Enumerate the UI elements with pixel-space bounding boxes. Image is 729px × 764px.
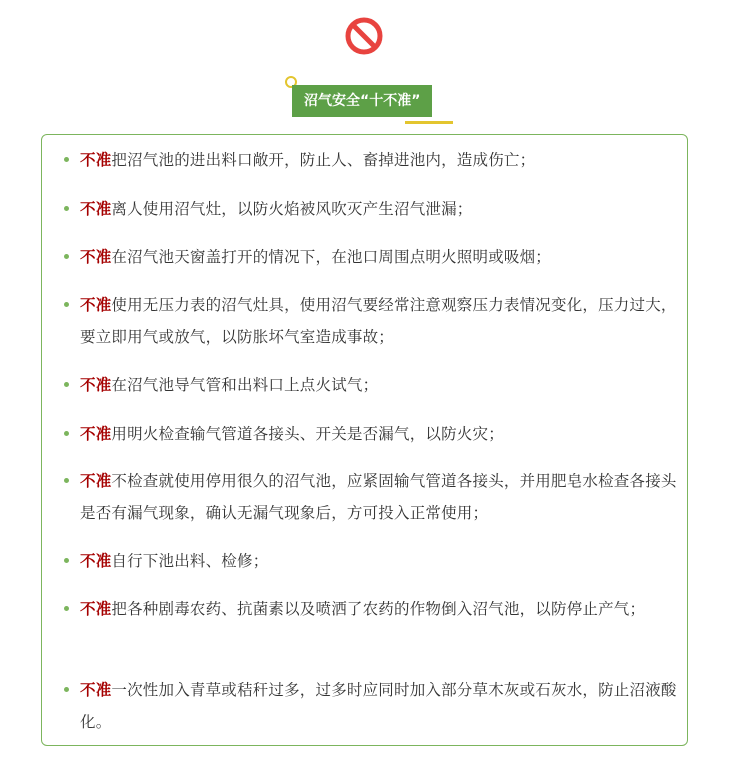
rule-item bbox=[80, 593, 685, 625]
prohibited-icon bbox=[344, 16, 384, 56]
rule-text: 把各种剧毒农药、抗菌素以及喷洒了农药的作物倒入沼气池，以防停止产气； bbox=[111, 600, 646, 618]
rule-text: 把沼气池的进出料口敞开，防止人、畜掉进池内，造成伤亡； bbox=[111, 151, 536, 169]
rule-item bbox=[80, 144, 685, 176]
rule-text: 自行下池出料、检修； bbox=[111, 552, 269, 570]
rule-item bbox=[80, 674, 685, 738]
rule-item bbox=[80, 193, 685, 225]
rule-item bbox=[80, 241, 685, 273]
section-title bbox=[283, 76, 453, 126]
rule-item bbox=[80, 418, 685, 450]
title-badge: 沼气安全“十不准” bbox=[292, 85, 432, 117]
rule-text: 离人使用沼气灶，以防火焰被风吹灭产生沼气泄漏； bbox=[111, 200, 473, 218]
rule-item bbox=[80, 369, 685, 401]
rule-text: 在沼气池天窗盖打开的情况下，在池口周围点明火照明或吸烟； bbox=[111, 248, 552, 266]
rule-prefix: 不准 bbox=[80, 200, 112, 218]
rule-prefix: 不准 bbox=[80, 552, 112, 570]
rule-prefix: 不准 bbox=[80, 151, 112, 169]
rule-prefix: 不准 bbox=[80, 600, 112, 618]
rule-prefix: 不准 bbox=[80, 296, 112, 314]
rule-text: 在沼气池导气管和出料口上点火试气； bbox=[111, 376, 379, 394]
rule-prefix: 不准 bbox=[80, 248, 112, 266]
rule-item bbox=[80, 465, 685, 529]
rule-prefix: 不准 bbox=[80, 376, 112, 394]
rule-text: 一次性加入青草或秸秆过多，过多时应同时加入部分草木灰或石灰水，防止沼液酸化。 bbox=[80, 681, 677, 731]
rule-item bbox=[80, 545, 685, 577]
title-underline bbox=[405, 121, 453, 124]
rule-text: 不检查就使用停用很久的沼气池，应紧固输气管道各接头，并用肥皂水检查各接头是否有漏气现象，确认无漏气现象后，方可投入正常使用； bbox=[80, 472, 677, 522]
rule-item bbox=[80, 289, 685, 353]
rule-text: 使用无压力表的沼气灶具，使用沼气要经常注意观察压力表情况变化，压力过大，要立即用气或放气，以防胀坏气室造成事故； bbox=[80, 296, 677, 346]
rule-prefix: 不准 bbox=[80, 472, 112, 490]
rule-prefix: 不准 bbox=[80, 681, 112, 699]
rule-prefix: 不准 bbox=[80, 425, 112, 443]
rule-text: 用明火检查输气管道各接头、开关是否漏气，以防火灾； bbox=[111, 425, 504, 443]
